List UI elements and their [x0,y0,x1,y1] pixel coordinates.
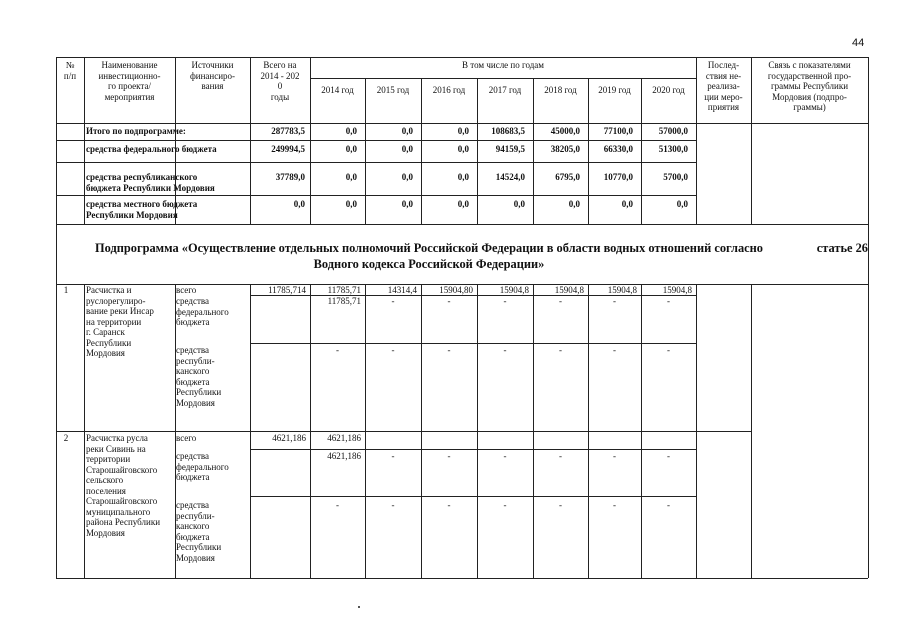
year-value: - [391,345,395,355]
summary-row-total: 0,0 [293,199,305,209]
summary-row-value: 5700,0 [663,172,688,182]
summary-row-value: 51300,0 [658,144,688,154]
year-value: - [336,345,339,355]
project-number: 2 [63,433,69,443]
year-value: - [447,296,451,306]
table-rule [250,496,696,497]
year-value: - [391,451,395,461]
table-rule [56,224,868,225]
year-value: 11785,71 [327,296,361,306]
year-value: - [447,451,451,461]
funding-source: средства федерального бюджета [176,296,229,327]
year-value: 15904,8 [607,285,637,295]
header-project-name: Наименование инвестиционно- го проекта/ мероприятия [98,60,161,102]
year-value: - [667,345,670,355]
header-program-link: Связь с показателями государственной про- граммы Республики Мордовия (подпро- граммы) [767,60,852,112]
summary-row-value: 10770,0 [603,172,633,182]
summary-row-value: 0,0 [345,199,357,209]
project-total: 4621,186 [272,433,306,443]
header-year: 2014 год [321,85,354,95]
header-bottom-rule [56,123,868,124]
year-value: - [667,451,670,461]
table-rule [56,140,696,141]
summary-row-label: средства республиканского бюджета Республики Мордовия [86,172,215,193]
header-consequences: Послед- ствия не- реализа- ции меро- приятия [704,60,743,112]
header-year: 2015 год [376,85,410,95]
subprogram-title-text: Подпрограмма «Осуществление отдельных полномочий Российской Федерации в области водных отношений согласно Водного кодекса Российской Федерации» [94,241,763,271]
year-value: - [559,500,562,510]
year-value: - [336,500,339,510]
table-rule [56,195,696,196]
year-value: - [613,345,616,355]
summary-row-label: средства федерального бюджета [86,144,217,154]
table-rule [56,57,57,224]
summary-row-value: 0,0 [345,126,357,136]
summary-row-value: 108683,5 [491,126,525,136]
summary-row-value: 45000,0 [550,126,580,136]
table-rule [250,449,696,450]
header-years-group: В том числе по годам [462,60,544,70]
header-year: 2019 год [598,85,631,95]
summary-row-value: 57000,0 [658,126,688,136]
summary-row-value: 0,0 [676,199,688,209]
funding-source: средства республи- канского бюджета Республики Мордовия [176,500,222,563]
project-name: Расчистка и руслорегулиро- вание реки Инсар на территории г. Саранск Республики Мордовия [86,285,154,358]
funding-source: средства федерального бюджета [176,451,229,482]
table-rule [365,284,366,578]
table-rule [250,284,251,578]
funding-source: всего [176,433,197,443]
header-year: 2017 год [488,85,522,95]
year-value: - [447,345,451,355]
summary-row-value: 0,0 [401,126,413,136]
year-value: - [613,451,616,461]
table-rule [868,57,869,224]
table-rule [868,224,869,284]
summary-row-value: 0,0 [401,172,413,182]
year-value: - [391,500,395,510]
year-value: - [559,345,562,355]
summary-row-total: 249994,5 [271,144,305,154]
table-rule [477,284,478,578]
table-rule [533,284,534,578]
year-value: - [503,345,507,355]
table-rule [56,284,57,578]
summary-row-value: 0,0 [621,199,633,209]
project-name: Расчистка русла реки Сивинь на территории Старошайговского сельского поселения Старошайговского муниципального района Республики Мордовия [86,433,161,538]
subprogram-title-tail: статье 26 [816,241,868,255]
year-value: 11785,71 [327,285,361,295]
summary-row-label: средства местного бюджета Республики Мордовия [86,199,198,220]
table-rule [868,284,869,578]
table-rule [250,343,696,344]
year-value: 15904,8 [662,285,692,295]
year-value: - [559,296,562,306]
header-total: Всего на 2014 - 202 0 годы [260,60,300,102]
summary-row-value: 77100,0 [603,126,633,136]
project-number: 1 [63,285,69,295]
table-rule [588,284,589,578]
table-rule [56,162,696,163]
year-value: 4621,186 [327,451,361,461]
summary-row-total: 287783,5 [271,126,305,136]
table-top-rule [56,57,868,58]
table-rule [641,284,642,578]
year-value: 15904,8 [499,285,529,295]
summary-row-value: 0,0 [457,144,469,154]
year-value: 15904,80 [439,285,473,295]
year-value: - [503,451,507,461]
year-value: - [391,296,395,306]
subprogram-title [60,240,868,272]
header-year: 2020 год [652,85,685,95]
summary-row-value: 94159,5 [495,144,525,154]
summary-row-value: 0,0 [401,199,413,209]
summary-row-value: 38205,0 [550,144,580,154]
year-value: 4621,186 [327,433,361,443]
table-rule [56,431,751,432]
summary-row-value: 0,0 [513,199,525,209]
table-rule [696,284,697,578]
summary-row-value: 0,0 [457,199,469,209]
funding-source: средства республи- канского бюджета Республики Мордовия [176,345,222,408]
year-value: - [613,296,616,306]
year-value: - [447,500,451,510]
year-value: - [667,296,670,306]
summary-row-value: 6795,0 [555,172,580,182]
year-value: - [613,500,616,510]
year-value: 14314,4 [387,285,417,295]
summary-row-value: 0,0 [401,144,413,154]
funding-source: всего [176,285,197,295]
year-value: 15904,8 [554,285,584,295]
years-group-rule [310,78,696,79]
year-value: - [559,451,562,461]
year-value: - [503,500,507,510]
summary-row-value: 0,0 [345,172,357,182]
project-total: 11785,714 [268,285,306,295]
scan-speck [358,606,360,608]
summary-row-value: 0,0 [457,172,469,182]
table-rule [84,284,85,578]
summary-row-value: 0,0 [345,144,357,154]
summary-row-total: 37789,0 [275,172,305,182]
table-bottom-rule [56,578,868,579]
summary-row-value: 0,0 [568,199,580,209]
summary-row-value: 0,0 [457,126,469,136]
header-year: 2016 год [432,85,466,95]
summary-row-value: 14524,0 [495,172,525,182]
header-num: № п/п [63,60,77,81]
table-rule [56,224,57,284]
summary-row-value: 66330,0 [603,144,633,154]
header-year: 2018 год [544,85,577,95]
summary-row-label: Итого по подпрограмме: [86,126,186,136]
table-rule [310,284,311,578]
table-rule [751,284,752,578]
page-number: 44 [852,37,865,49]
table-rule [421,284,422,578]
year-value: - [667,500,670,510]
year-value: - [503,296,507,306]
header-sources: Источники финансиро- вания [189,60,236,91]
